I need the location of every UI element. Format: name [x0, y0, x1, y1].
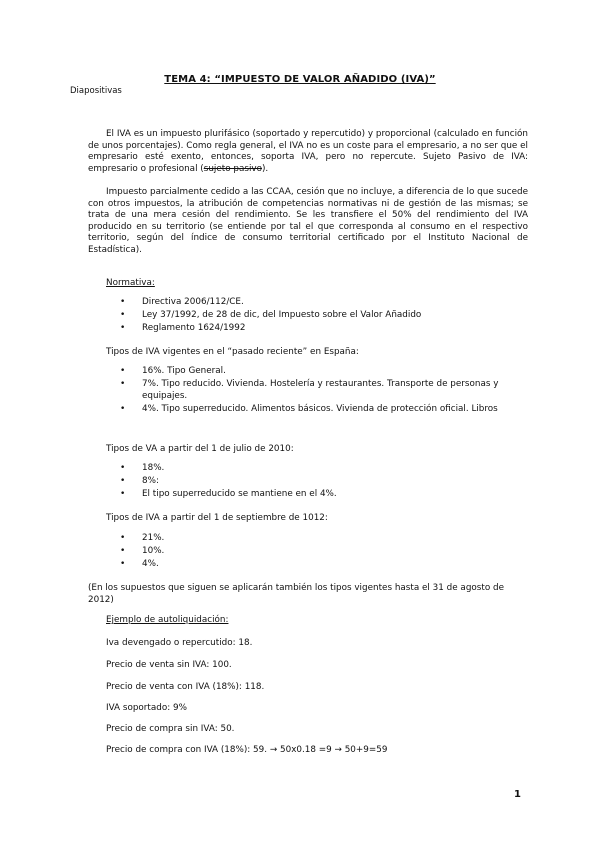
list-item: • 21%.: [106, 533, 526, 545]
paragraph-1-text: El IVA es un impuesto plurifásico (soportado y repercutido) y proporcional (calculado en función de unos porcentajes). Como regla general, el IVA no es un coste para el empresario, a no ser que el empresario esté exento, entonces, soporta IVA, pero no repercute. Sujeto Pasivo de IVA: empresario o profesional (: [88, 129, 528, 174]
subtitle: Diapositivas: [70, 86, 122, 96]
struck-text: sujeto pasivo: [203, 163, 262, 174]
paragraph-iva-definition: [88, 129, 528, 175]
list-item: • Ley 37/1992, de 28 de dic, del Impuesto sobre el Valor Añadido: [106, 310, 526, 322]
list-item: • Reglamento 1624/1992: [106, 323, 526, 335]
list-item: • 7%. Tipo reducido. Vivienda. Hostelería y restaurantes. Transporte de personas y equipajes.: [106, 379, 526, 402]
paragraph-1-end: ).: [261, 163, 269, 174]
list-item: • Directiva 2006/112/CE.: [106, 297, 526, 309]
page-number: 1: [514, 789, 521, 800]
normativa-heading: Normativa:: [106, 278, 155, 288]
ejemplo-line: Precio de venta sin IVA: 100.: [106, 660, 232, 670]
note-paragraph: (En los supuestos que siguen se aplicarán también los tipos vigentes hasta el 31 de agosto de 2012): [88, 583, 505, 605]
ejemplo-line: Precio de compra con IVA (18%): 59. → 50x0.18 =9 → 50+9=59: [106, 745, 388, 755]
tipos-2010-intro: Tipos de VA a partir del 1 de julio de 2010:: [106, 444, 294, 454]
list-item: • 16%. Tipo General.: [106, 366, 526, 378]
ejemplo-line: Iva devengado o repercutido: 18.: [106, 638, 253, 648]
tipos-2010-list: [106, 463, 526, 502]
normativa-list: [106, 297, 526, 336]
ejemplo-line: Precio de venta con IVA (18%): 118.: [106, 682, 265, 692]
ejemplo-line: IVA soportado: 9%: [106, 703, 187, 713]
tipos-pasado-intro: Tipos de IVA vigentes en el “pasado reciente” en España:: [106, 347, 359, 357]
list-item: • El tipo superreducido se mantiene en el 4%.: [106, 489, 526, 501]
tipos-pasado-list: [106, 366, 526, 417]
tipos-2012-list: [106, 533, 526, 572]
list-item: • 4%.: [106, 559, 526, 571]
list-item: • 10%.: [106, 546, 526, 558]
list-item: • 8%:: [106, 476, 526, 488]
list-item: • 4%. Tipo superreducido. Alimentos básicos. Vivienda de protección oficial. Libros: [106, 404, 526, 416]
page-title: TEMA 4: “IMPUESTO DE VALOR AÑADIDO (IVA)”: [164, 74, 436, 85]
ejemplo-line: Precio de compra sin IVA: 50.: [106, 724, 235, 734]
tipos-2012-intro: Tipos de IVA a partir del 1 de septiembre de 1012:: [106, 513, 328, 523]
paragraph-cesion: [88, 187, 528, 256]
ejemplo-heading: Ejemplo de autoliquidación:: [106, 615, 229, 625]
paragraph-2-text: Impuesto parcialmente cedido a las CCAA, cesión que no incluye, a diferencia de lo que sucede con otros impuestos, la atribución de competencias normativas ni de gestión de las mismas; se trata de una mera cesión del rendimiento. Se les transfiere el 50% del rendimiento del IVA producido en su territorio (se entiende por tal el que corresponda al consumo en el respectivo territorio, según del índice de consumo territorial certificado por el Instituto Nacional de Estadística).: [88, 187, 528, 255]
list-item: • 18%.: [106, 463, 526, 475]
